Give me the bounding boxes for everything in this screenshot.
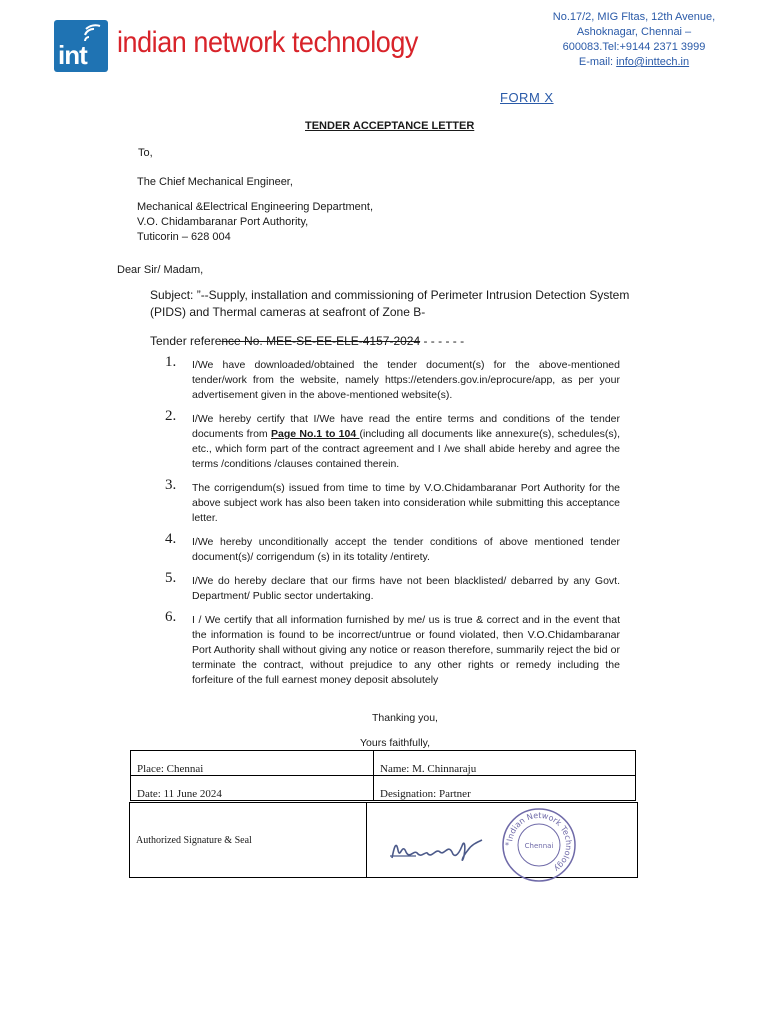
clause-text: (including all documents like annexure(s), schedules(s), etc., which form part of the contract agreement and I /we shall abide hereby and agree the terms /conditions /clauses contained therein. <box>192 428 620 470</box>
company-name: indian network technology <box>117 26 418 59</box>
subject: Subject: ”--Supply, installation and commissioning of Perimeter Intrusion Detection System (PIDS) and Thermal cameras at seafront of Zone B- <box>150 288 630 319</box>
designation-cell: Designation: Partner <box>374 776 636 801</box>
clause-item <box>165 531 620 565</box>
clause-item <box>165 609 620 688</box>
clause-number: 1. <box>165 354 177 370</box>
tender-ref-dashes: - - - - - - <box>420 334 465 348</box>
recipient-line: The Chief Mechanical Engineer, <box>137 176 293 188</box>
clause-item <box>165 408 620 472</box>
letter-title: TENDER ACCEPTANCE LETTER <box>305 120 475 132</box>
closing-thanks: Thanking you, <box>372 712 438 724</box>
clause-item <box>165 570 620 604</box>
clause-item <box>165 477 620 526</box>
company-logo <box>54 20 108 72</box>
details-table <box>130 750 636 801</box>
name-cell: Name: M. Chinnaraju <box>374 751 636 776</box>
tender-ref-number: nce No. MEE-SE-EE-ELE-4157-2024 <box>221 334 421 348</box>
company-address <box>534 10 734 70</box>
tender-reference <box>150 334 464 348</box>
clause-list <box>165 354 620 697</box>
address-line: No.17/2, MIG Fltas, 12th Avenue, <box>552 11 716 23</box>
clause-text: I/We have downloaded/obtained the tender document(s) for the above-mentioned tender/work from the website, namely https://etenders.gov.in/eprocure/app, as per your advertisement given in the above-mentioned website(s). <box>192 359 620 401</box>
table-row <box>131 776 636 801</box>
seal-inner-text: Chennai <box>524 842 554 850</box>
handwritten-signature <box>388 830 488 870</box>
logo-letters: int <box>58 40 87 70</box>
date-cell: Date: 11 June 2024 <box>131 776 374 801</box>
clause-number: 3. <box>165 477 177 493</box>
recipient-line: Tuticorin – 628 004 <box>137 231 231 243</box>
clause-text: The corrigendum(s) issued from time to time by V.O.Chidambaranar Port Authority for the above subject work has also been taken into consideration while submitting this acceptance letter. <box>192 482 620 524</box>
address-line: 600083.Tel:+9144 2371 3999 <box>562 41 706 53</box>
salutation: Dear Sir/ Madam, <box>117 264 204 276</box>
clause-text: I/We hereby unconditionally accept the tender conditions of above mentioned tender document(s)/ corrigendum (s) in its totality /entirety. <box>192 536 620 563</box>
star-icon: * <box>505 841 509 850</box>
table-row <box>131 751 636 776</box>
to-line: To, <box>138 147 153 159</box>
clause-number: 4. <box>165 531 177 547</box>
closing-yours: Yours faithfully, <box>360 737 431 749</box>
email-link[interactable]: info@inttech.in <box>616 56 690 68</box>
clause-item <box>165 354 620 403</box>
email-line <box>534 55 734 70</box>
tender-ref-prefix: Tender refere <box>150 334 222 348</box>
company-seal <box>501 806 577 884</box>
address-line: Ashoknagar, Chennai – <box>576 26 692 38</box>
clause-number: 2. <box>165 408 177 424</box>
recipient-line: Mechanical &Electrical Engineering Department, <box>137 201 374 213</box>
signature-label-cell: Authorized Signature & Seal <box>130 803 367 878</box>
place-cell: Place: Chennai <box>131 751 374 776</box>
clause-number: 6. <box>165 609 177 625</box>
clause-text: I / We certify that all information furnished by me/ us is true & correct and in the event that the information is found to be incorrect/untrue or found violated, then V.O.Chidambaranar Port Authority shall without giving any notice or reason therefore, summarily reject the bid or terminate the contract, without prejudice to any other rights or remedy including the forfeiture of the full earnest money deposit absolutely <box>192 614 620 686</box>
clause-number: 5. <box>165 570 177 586</box>
email-label: E-mail: <box>578 56 617 68</box>
seal-outer-text: Indian Network Technology <box>505 810 574 874</box>
clause-text: I/We do hereby declare that our firms have not been blacklisted/ debarred by any Govt. Department/ Public sector undertaking. <box>192 575 620 602</box>
recipient-line: V.O. Chidambaranar Port Authority, <box>137 216 309 228</box>
page-range: Page No.1 to 104 <box>270 428 360 440</box>
form-label: FORM X <box>500 90 554 105</box>
clause-text: I/We hereby certify that I/We have read the entire terms and conditions of the tender documents from <box>192 413 620 440</box>
